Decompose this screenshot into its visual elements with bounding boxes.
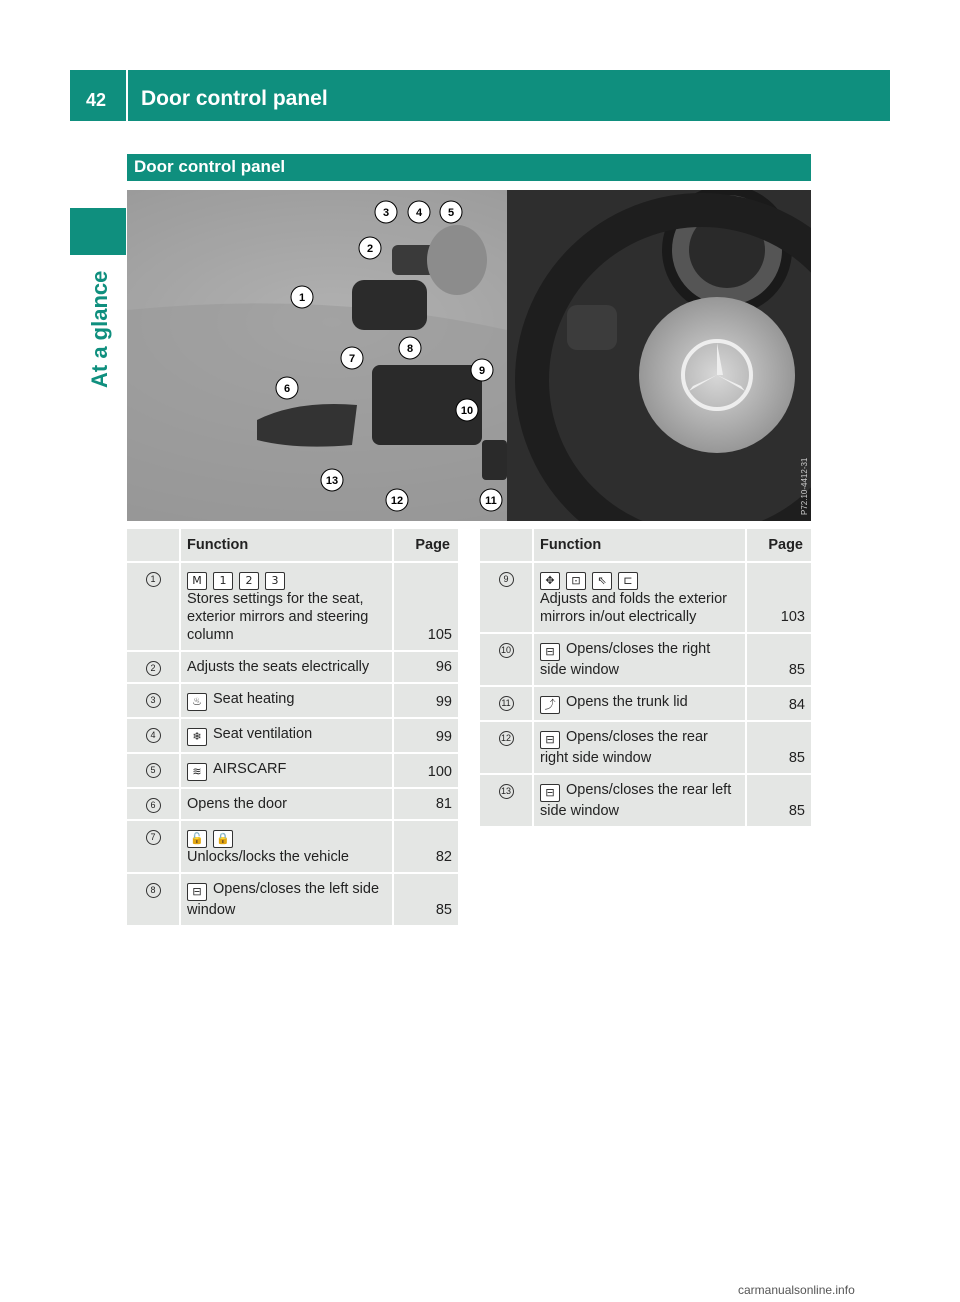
page-reference: 99 — [435, 729, 452, 745]
table-header-num — [480, 529, 533, 562]
page-reference: 100 — [427, 764, 452, 780]
svg-text:11: 11 — [485, 495, 497, 507]
callout-5 — [440, 201, 462, 223]
table-header-row — [480, 529, 811, 562]
svg-text:4: 4 — [415, 207, 423, 219]
callout-13 — [321, 469, 343, 491]
svg-text:13: 13 — [325, 475, 339, 487]
function-table-right — [480, 529, 811, 828]
table-row — [127, 873, 458, 926]
table-header-num — [127, 529, 180, 562]
callout-11 — [480, 489, 502, 511]
trunk-switch — [482, 440, 507, 480]
row-number: 10 — [499, 643, 514, 658]
function-text: Opens/closes the rear left side window — [540, 782, 732, 819]
page-reference: 105 — [427, 627, 452, 643]
row-number: 9 — [499, 572, 514, 587]
table-row — [480, 686, 811, 721]
function-text: Opens/closes the right side window — [540, 641, 711, 678]
table-header-function: Function — [533, 529, 746, 562]
callout-6 — [276, 377, 298, 399]
button-symbol-icon: ❄ — [187, 728, 207, 746]
button-symbol-icon: 3 — [265, 572, 285, 590]
callout-8 — [399, 337, 421, 359]
svg-text:9: 9 — [478, 365, 486, 377]
door-panel-photo — [127, 190, 811, 521]
table-row — [127, 718, 458, 753]
table-row — [127, 820, 458, 873]
table-row — [127, 562, 458, 651]
figure-code: P72.10-4412-31 — [800, 457, 809, 515]
table-header-page: Page — [393, 529, 458, 562]
row-number: 8 — [146, 883, 161, 898]
function-text: Seat heating — [213, 691, 295, 707]
seat-switch — [352, 280, 427, 330]
button-symbol-icon: 🔓 — [187, 830, 207, 848]
function-text: Opens/closes the left side window — [187, 881, 380, 918]
page-reference: 85 — [788, 662, 805, 678]
table-row — [480, 562, 811, 633]
section-title: Door control panel — [134, 157, 286, 176]
page-reference: 99 — [435, 694, 452, 710]
function-text: Seat ventilation — [213, 726, 313, 742]
button-symbol-icon: ⊟ — [540, 784, 560, 802]
table-row — [480, 633, 811, 686]
function-text: Stores settings for the seat, exterior mirrors and steering column — [187, 591, 369, 643]
page-reference: 81 — [435, 796, 452, 812]
table-row — [127, 683, 458, 718]
table-header-row — [127, 529, 458, 562]
row-number: 11 — [499, 696, 514, 711]
function-text: Opens the door — [187, 796, 287, 812]
page-reference: 85 — [435, 902, 452, 918]
table-row — [480, 774, 811, 827]
row-number: 4 — [146, 728, 161, 743]
table-row — [127, 753, 458, 788]
button-symbol-icon: 🔒 — [213, 830, 233, 848]
svg-text:7: 7 — [348, 353, 356, 365]
svg-text:3: 3 — [382, 207, 390, 219]
button-symbol-icon: ⊟ — [540, 731, 560, 749]
function-text: AIRSCARF — [213, 761, 287, 777]
door-panel-illustration — [127, 190, 811, 521]
button-symbol-icon: ⤴ — [540, 696, 560, 714]
callout-7 — [341, 347, 363, 369]
button-symbol-icon: ✥ — [540, 572, 560, 590]
page-reference: 82 — [435, 849, 452, 865]
callout-4 — [408, 201, 430, 223]
header-divider — [126, 70, 128, 121]
row-number: 5 — [146, 763, 161, 778]
callout-12 — [386, 489, 408, 511]
function-text: Opens the trunk lid — [566, 694, 688, 710]
page-reference: 103 — [780, 609, 805, 625]
sidebar-label: At a glance — [87, 270, 112, 388]
page-number: 42 — [86, 90, 107, 110]
svg-text:12: 12 — [390, 495, 404, 507]
svg-text:5: 5 — [447, 207, 455, 219]
row-number: 1 — [146, 572, 161, 587]
function-table-left — [127, 529, 458, 927]
function-text: Adjusts the seats electrically — [187, 659, 370, 675]
page-reference: 85 — [788, 803, 805, 819]
table-row — [127, 651, 458, 683]
function-text: Adjusts and folds the exterior mirrors in/out electrically — [540, 591, 727, 625]
row-number: 6 — [146, 798, 161, 813]
svg-text:1: 1 — [298, 292, 306, 304]
footer-url: carmanualsonline.info — [738, 1283, 855, 1297]
button-symbol-icon: ⊟ — [187, 883, 207, 901]
button-symbol-icon: ♨ — [187, 693, 207, 711]
table-header-page: Page — [746, 529, 811, 562]
page-reference: 85 — [788, 750, 805, 766]
row-number: 3 — [146, 693, 161, 708]
button-symbol-icon: ⊏ — [618, 572, 638, 590]
row-number: 12 — [499, 731, 514, 746]
button-symbol-icon: 2 — [239, 572, 259, 590]
sidebar-tab — [70, 208, 126, 255]
table-row — [127, 788, 458, 820]
page-reference: 84 — [788, 697, 805, 713]
function-text: Opens/closes the rear right side window — [540, 729, 708, 766]
svg-text:6: 6 — [283, 383, 291, 395]
button-symbol-icon: ≋ — [187, 763, 207, 781]
table-row — [480, 721, 811, 774]
svg-text:8: 8 — [406, 343, 414, 355]
row-number: 7 — [146, 830, 161, 845]
callout-3 — [375, 201, 397, 223]
button-symbol-icon: M — [187, 572, 207, 590]
callout-1 — [291, 286, 313, 308]
table-header-function: Function — [180, 529, 393, 562]
button-symbol-icon: ⊟ — [540, 643, 560, 661]
page-title: Door control panel — [141, 87, 328, 110]
callout-2 — [359, 237, 381, 259]
button-symbol-icon: ⇖ — [592, 572, 612, 590]
row-number: 2 — [146, 661, 161, 676]
svg-text:10: 10 — [460, 405, 474, 417]
page-reference: 96 — [435, 659, 452, 675]
svg-text:2: 2 — [366, 243, 374, 255]
callout-10 — [456, 399, 478, 421]
callout-9 — [471, 359, 493, 381]
function-text: Unlocks/locks the vehicle — [187, 849, 349, 865]
button-symbol-icon: ⊡ — [566, 572, 586, 590]
button-symbol-icon: 1 — [213, 572, 233, 590]
row-number: 13 — [499, 784, 514, 799]
